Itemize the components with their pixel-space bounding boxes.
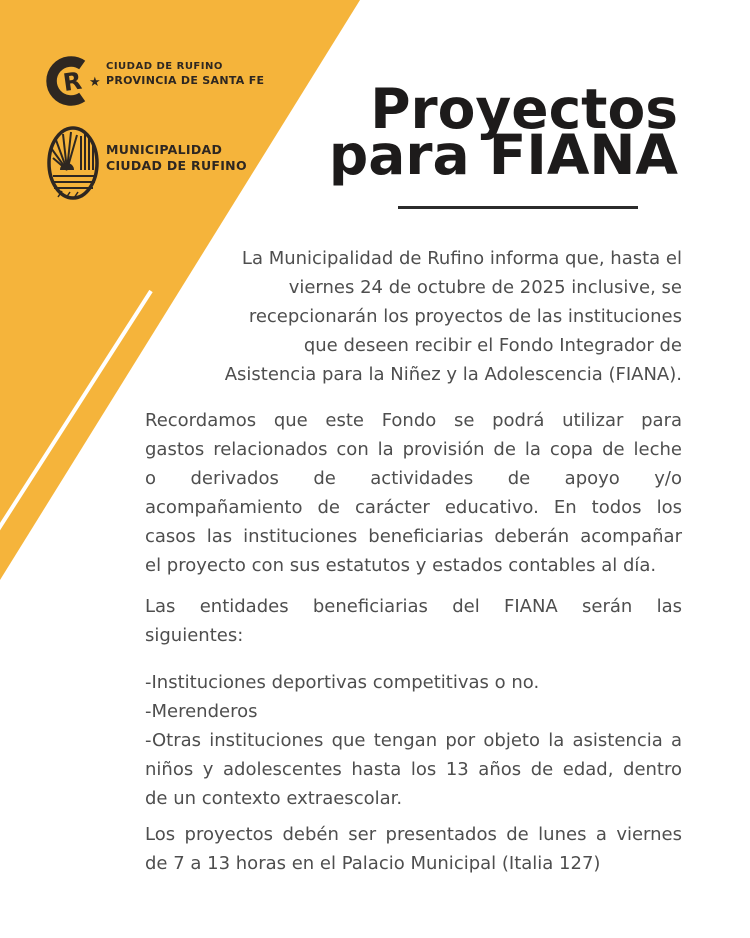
paragraph-line: o derivados de actividades de apoyo y/o xyxy=(145,468,682,489)
svg-text:R: R xyxy=(61,66,84,97)
paragraph-beneficiaries-intro xyxy=(145,592,682,650)
list-item: niños y adolescentes hasta los 13 años de edad, dentro xyxy=(145,759,682,780)
title-line1: Proyectos xyxy=(370,77,678,141)
paragraph-line: el proyecto con sus estatutos y estados contables al día. xyxy=(145,555,657,576)
paragraph-line: gastos relacionados con la provisión de la copa de leche xyxy=(145,439,682,460)
paragraph-line: Recordamos que este Fondo se podrá utilizar para xyxy=(145,410,682,431)
paragraph-line: acompañamiento de carácter educativo. En todos los xyxy=(145,497,682,518)
title-underline xyxy=(398,206,638,209)
paragraph-line: Los proyectos debén ser presentados de lunes a viernes xyxy=(145,824,682,845)
logo1-line1: CIUDAD DE RUFINO xyxy=(106,61,223,72)
logo2-line1: MUNICIPALIDAD xyxy=(106,142,223,157)
paragraph-line: viernes 24 de octubre de 2025 inclusive, se xyxy=(288,277,682,298)
paragraph-line: recepcionarán los proyectos de las instituciones xyxy=(248,306,682,327)
list-item: -Otras instituciones que tengan por objeto la asistencia a xyxy=(145,730,682,751)
logo2-text xyxy=(106,142,247,174)
logo2-line2: CIUDAD DE RUFINO xyxy=(106,158,247,173)
paragraph-line: que deseen recibir el Fondo Integrador de xyxy=(303,335,682,356)
paragraph-announcement xyxy=(145,244,682,389)
paragraph-line: La Municipalidad de Rufino informa que, hasta el xyxy=(241,248,682,269)
list-item: de un contexto extraescolar. xyxy=(145,788,403,809)
list-item: -Instituciones deportivas competitivas o no. xyxy=(145,672,540,693)
rufino-c-logo-icon xyxy=(46,52,102,110)
beneficiaries-list xyxy=(145,668,682,813)
svg-text:★: ★ xyxy=(89,75,101,90)
paragraph-line: siguientes: xyxy=(145,625,244,646)
paragraph-submission-info xyxy=(145,820,682,878)
page-title xyxy=(328,77,678,187)
list-item: -Merenderos xyxy=(145,701,258,722)
paragraph-line: Asistencia para la Niñez y la Adolescencia (FIANA). xyxy=(224,364,682,385)
paragraph-line: de 7 a 13 horas en el Palacio Municipal (Italia 127) xyxy=(145,853,601,874)
title-line2: para FIANA xyxy=(328,123,678,187)
municipal-shield-icon xyxy=(47,126,101,200)
logo1-text xyxy=(106,60,264,88)
paragraph-line: Las entidades beneficiarias del FIANA serán las xyxy=(145,596,682,617)
paragraph-line: casos las instituciones beneficiarias deberán acompañar xyxy=(145,526,682,547)
logo1-line2: PROVINCIA DE SANTA FE xyxy=(106,74,265,87)
paragraph-fund-usage xyxy=(145,406,682,580)
